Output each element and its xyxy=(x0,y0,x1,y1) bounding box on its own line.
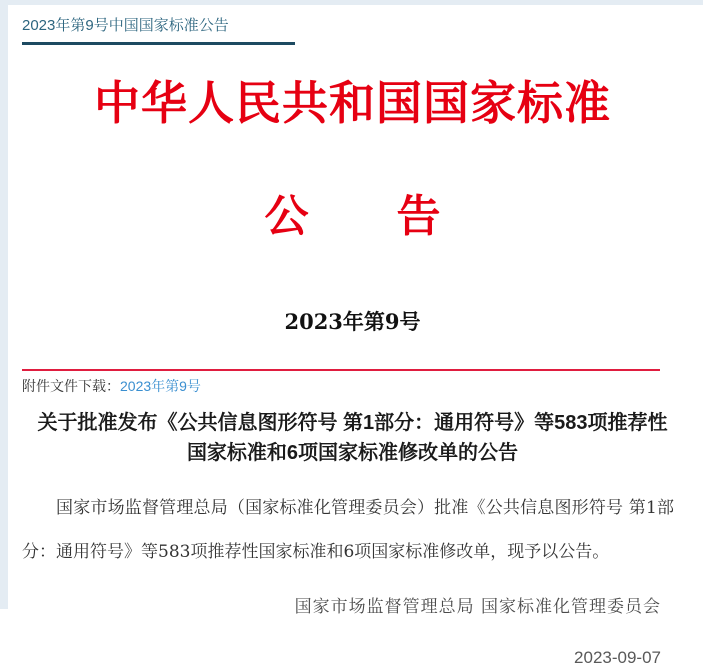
document-title-sub: 公 告 xyxy=(264,191,441,242)
tab-standard-announcement[interactable]: 2023年第9号中国国家标准公告 xyxy=(22,17,229,34)
document-title-main: 中华人民共和国国家标准 xyxy=(94,76,611,130)
attachment-label: 附件文件下载： xyxy=(22,378,120,394)
attachment-download-link[interactable]: 2023年第9号 xyxy=(120,378,201,394)
red-divider-line xyxy=(22,369,660,371)
announcement-body: 国家市场监督管理总局（国家标准化管理委员会）批准《公共信息图形符号 第1部分：通用符号》等583项推荐性国家标准和6项国家标准修改单，现予以公告。 xyxy=(22,498,674,562)
announcement-heading: 关于批准发布《公共信息图形符号 第1部分：通用符号》等583项推荐性国家标准和6项国家标准修改单的公告 xyxy=(37,412,668,464)
page-edge-left xyxy=(0,0,8,609)
attachment-download-row xyxy=(22,376,683,396)
document-page xyxy=(8,5,703,667)
issuing-authority-signature: 国家市场监督管理总局 国家标准化管理委员会 xyxy=(294,597,661,617)
issue-number: 2023年第9号 xyxy=(284,309,421,334)
page-header xyxy=(22,14,295,45)
active-tab-underline xyxy=(22,42,295,45)
publication-date: 2023-09-07 xyxy=(574,648,661,667)
